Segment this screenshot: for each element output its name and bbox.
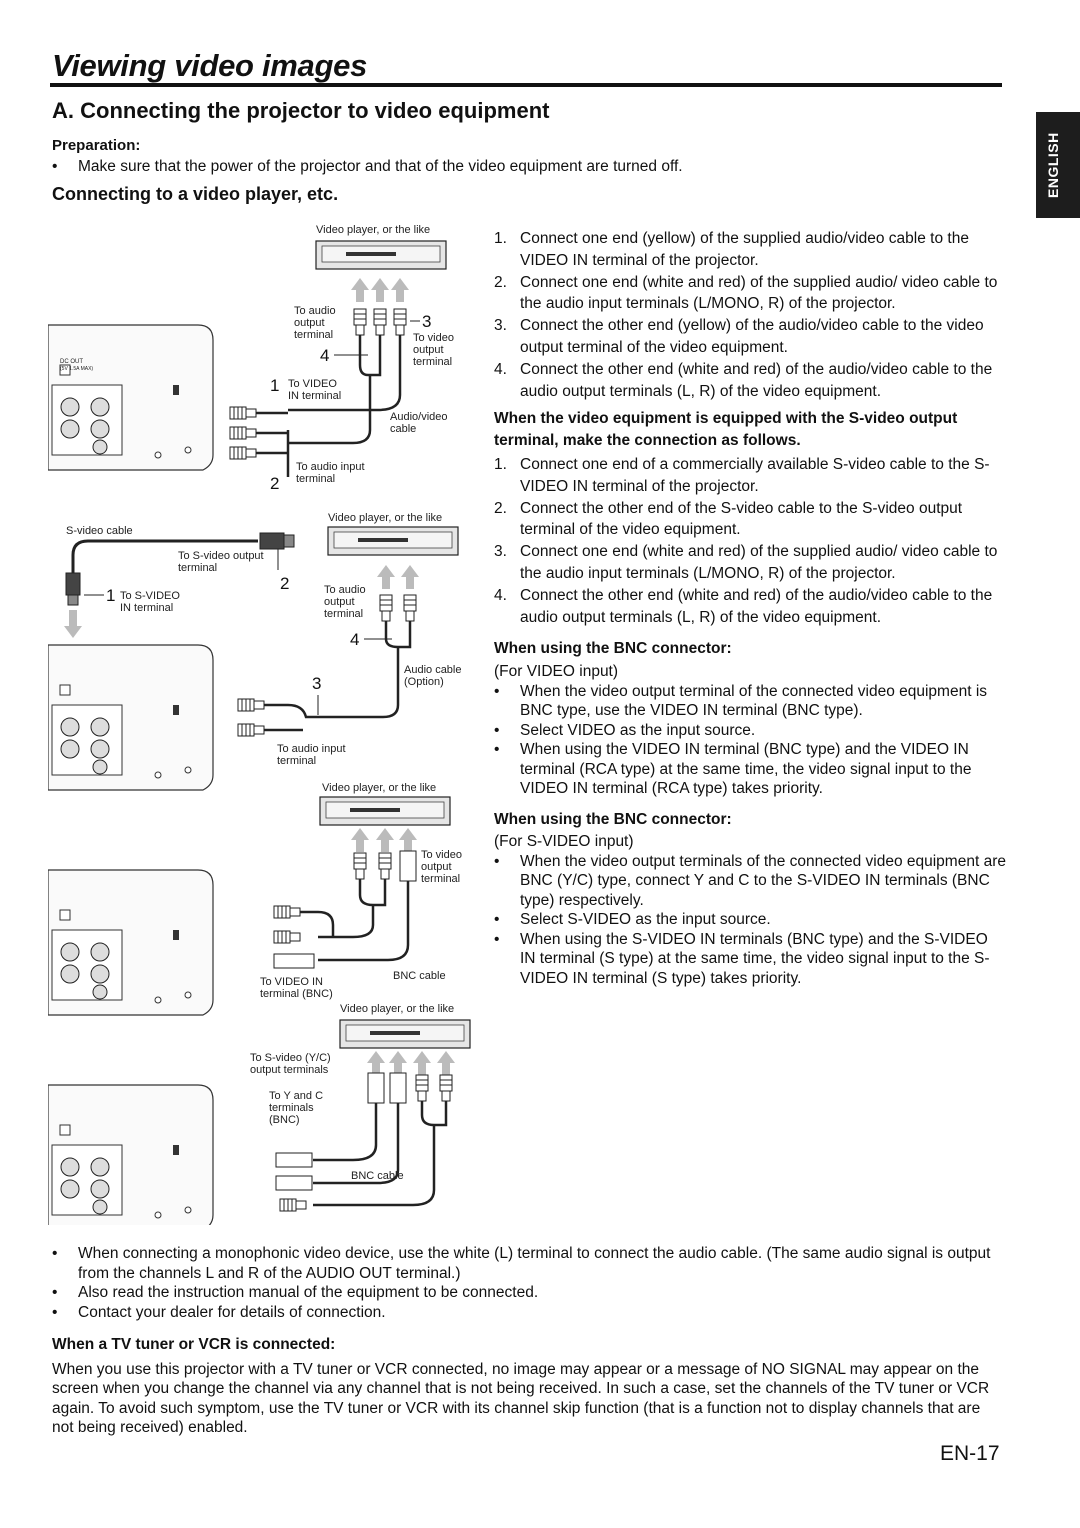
list-item: 1. Connect one end of a commercially available S-video cable to the S-VIDEO IN terminal of the projector. — [494, 455, 990, 495]
d1-cable-2: cable — [390, 423, 417, 435]
d1-projector-panel — [48, 325, 213, 470]
list-item: • Contact your dealer for details of connection. — [52, 1303, 386, 1321]
d1-device-label: Video player, or the like — [316, 224, 431, 236]
d2-step-1: 1 — [106, 586, 116, 605]
bnc1-sub: (For VIDEO input) — [494, 663, 619, 681]
list-item: • When the video output terminals of the connected video equipment are BNC (Y/C) type, connect Y and C to the S-VIDEO IN terminals (BNC type) respectively. — [494, 852, 1006, 909]
d3-arrow-3 — [399, 828, 417, 852]
list-item: 4. Connect the other end (white and red) of the audio/video cable to the audio output terminals (L, R) of the video equipment. — [494, 360, 993, 400]
d1-video-player — [316, 241, 446, 269]
d4-projector-panel — [48, 1085, 213, 1225]
d1-cable-1: Audio/video — [390, 411, 448, 423]
svideo-heading: When the video equipment is equipped with the S-video output terminal, make the connection as follows. — [494, 410, 958, 450]
d2-svideo-out-2: terminal — [178, 562, 218, 574]
d4-yc-2: terminals — [269, 1102, 314, 1114]
d2-projector-panel — [48, 645, 213, 790]
d3-bnc-plug-in — [274, 954, 314, 968]
tv-text: When you use this projector with a TV tuner or VCR connected, no image may appear or a message of NO SIGNAL may appear on the screen when you change the channel via any channel that is not being received. In such a case, set the channels of the TV tuner or VCR again. To avoid such symptom, use the TV tuner or VCR with its channel skip function (that is a function not to display channels that are not being received) enabled. — [52, 1360, 990, 1436]
d1-plug-video — [394, 309, 406, 335]
d1-audio-out-2: output — [294, 317, 325, 329]
list-item: 3. Connect one end (white and red) of the supplied audio/ video cable to the audio input terminals (L/MONO, R) of the projector. — [494, 543, 998, 582]
d1-audio-in-1: To audio input — [296, 461, 365, 473]
d1-arrow-1 — [351, 278, 369, 302]
d2-audio-out-3: terminal — [324, 608, 364, 620]
d1-arrow-3 — [391, 278, 409, 302]
d3-arrow-1 — [351, 828, 369, 852]
d4-bnc-y — [368, 1073, 384, 1103]
d4-arrow-1 — [367, 1051, 385, 1075]
d2-arrow-2 — [401, 565, 419, 589]
d2-cable-2: (Option) — [404, 676, 444, 688]
d3-video-out-2: output — [421, 861, 452, 873]
d1-dc-out-label: DC OUT — [60, 359, 83, 365]
d2-audio-in-2: terminal — [277, 755, 317, 767]
d4-device-label: Video player, or the like — [340, 1003, 455, 1015]
d2-svideo-in-2: IN terminal — [120, 602, 174, 614]
d4-video-player — [340, 1020, 470, 1048]
d4-yc-3: (BNC) — [269, 1114, 300, 1126]
preparation-label: Preparation: — [52, 137, 141, 154]
d1-plug-video-in — [230, 407, 256, 419]
instructions-column — [494, 228, 1006, 988]
d4-arrow-2 — [389, 1051, 407, 1075]
d2-arrow-svideo — [64, 610, 82, 638]
d2-audio-in-1: To audio input — [277, 743, 346, 755]
list-item: 3. Connect the other end (yellow) of the audio/video cable to the video output terminal of the video equipment. — [494, 317, 984, 356]
section-heading: A. Connecting the projector to video equipment — [52, 98, 550, 123]
d1-plug-audio-in-l — [230, 427, 256, 439]
d3-bnc-plug — [400, 851, 416, 881]
d1-plug-audio-l — [354, 309, 366, 335]
d2-step-3: 3 — [312, 674, 322, 693]
d1-video-in-1: To VIDEO — [288, 378, 337, 390]
d3-video-player — [320, 797, 450, 825]
subheading: Connecting to a video player, etc. — [52, 184, 339, 204]
d4-bnc-in-y — [276, 1153, 312, 1167]
d3-video-out-3: terminal — [421, 873, 461, 885]
preparation-bullet: • Make sure that the power of the projector and that of the video equipment are turned off. — [52, 158, 683, 175]
bnc2-heading: When using the BNC connector: — [494, 810, 732, 828]
d3-arrow-2 — [376, 828, 394, 852]
d1-audio-out-1: To audio — [294, 305, 336, 317]
d2-cable-1: Audio cable — [404, 664, 462, 676]
d2-plug-audio-l — [380, 595, 392, 621]
d3-video-in-2: terminal (BNC) — [260, 988, 333, 1000]
list-item: 4. Connect the other end (white and red) of the audio/video cable to the audio output terminals (L, R) of the video equipment. — [494, 586, 993, 626]
list-item: • When using the S-VIDEO IN terminals (BNC type) and the S-VIDEO IN terminal (S type) at the same time, the video signal input to the S-VIDEO IN terminal (S type) takes priority. — [494, 930, 990, 987]
d3-cable-label: BNC cable — [393, 970, 446, 982]
list-item: 2. Connect one end (white and red) of the supplied audio/ video cable to the audio input terminals (L/MONO, R) of the projector. — [494, 273, 998, 313]
d4-bnc-c — [390, 1073, 406, 1103]
d2-svideo-cable-label: S-video cable — [66, 525, 133, 537]
d4-svideo-out-2: output terminals — [250, 1064, 329, 1076]
steps-b — [494, 454, 1006, 628]
d1-step-3: 3 — [422, 312, 432, 331]
steps-a — [494, 228, 1006, 402]
d2-step-2: 2 — [280, 574, 290, 593]
d2-plug-audio-r — [404, 595, 416, 621]
d2-svideo-out-1: To S-video output — [178, 550, 264, 562]
d1-video-out-1: To video — [413, 332, 454, 344]
list-item: • When the video output terminal of the connected video equipment is BNC type, use the VIDEO IN terminal (BNC type). — [494, 682, 988, 720]
d3-plug-audio-in-r — [274, 931, 300, 943]
d4-arrow-3 — [413, 1051, 431, 1075]
d4-plug-audio-in — [280, 1199, 306, 1211]
d3-plug-audio-r — [379, 853, 391, 879]
d1-step-1: 1 — [270, 376, 280, 395]
list-item: • When using the VIDEO IN terminal (BNC type) and the VIDEO IN terminal (RCA type) at the same time, the video signal input to the VIDEO IN terminal (RCA type) takes priority. — [494, 741, 972, 798]
d1-arrow-2 — [371, 278, 389, 302]
d4-bnc-in-c — [276, 1176, 312, 1190]
page-number: EN-17 — [940, 1442, 1000, 1465]
d4-plug-audio-l — [416, 1075, 428, 1101]
d2-audio-out-1: To audio — [324, 584, 366, 596]
d2-plug-audio-in-r — [238, 724, 264, 736]
d3-video-in-1: To VIDEO IN — [260, 976, 323, 988]
d2-arrow-1 — [377, 565, 395, 589]
d3-plug-audio-l — [354, 853, 366, 879]
d1-dc-out-sub: (5V 1.5A MAX) — [60, 366, 94, 372]
bullet-glyph: • — [52, 158, 58, 175]
d1-audio-out-3: terminal — [294, 329, 334, 341]
connection-diagram — [48, 215, 488, 1225]
d4-yc-1: To Y and C — [269, 1090, 324, 1102]
list-item: • Select S-VIDEO as the input source. — [494, 911, 771, 929]
d4-arrow-4 — [437, 1051, 455, 1075]
d1-step-4: 4 — [320, 346, 330, 365]
language-tab-label: ENGLISH — [1045, 132, 1061, 198]
d3-plug-audio-in-l — [274, 906, 300, 918]
d2-svideo-in-1: To S-VIDEO — [120, 590, 180, 602]
d1-video-out-3: terminal — [413, 356, 453, 368]
d2-plug-audio-in-l — [238, 699, 264, 711]
d3-device-label: Video player, or the like — [322, 782, 437, 794]
d2-video-player — [328, 527, 458, 555]
bnc2-sub: (For S-VIDEO input) — [494, 833, 634, 851]
d2-device-label: Video player, or the like — [328, 512, 443, 524]
tv-heading: When a TV tuner or VCR is connected: — [52, 1336, 336, 1353]
list-item: • Select VIDEO as the input source. — [494, 721, 756, 739]
notes-section — [52, 1244, 1002, 1438]
list-item: 1. Connect one end (yellow) of the supplied audio/video cable to the VIDEO IN terminal of the projector. — [494, 230, 969, 269]
d3-video-out-1: To video — [421, 849, 462, 861]
page-title: Viewing video images — [52, 48, 368, 83]
list-item: 2. Connect the other end of the S-video cable to the S-video output terminal of the video equipment. — [494, 499, 963, 539]
d1-step-2: 2 — [270, 474, 280, 493]
d4-plug-audio-r — [440, 1075, 452, 1101]
d1-audio-in-2: terminal — [296, 473, 336, 485]
d3-projector-panel — [48, 870, 213, 1015]
d1-plug-audio-r — [374, 309, 386, 335]
title-rule — [50, 83, 1002, 87]
bnc1-heading: When using the BNC connector: — [494, 640, 732, 658]
d1-video-in-2: IN terminal — [288, 390, 342, 402]
list-item: • When connecting a monophonic video device, use the white (L) terminal to connect the audio cable. (The same audio signal is output from the channels L and R of the AUDIO OUT terminal.) — [52, 1245, 991, 1282]
d2-step-4: 4 — [350, 630, 360, 649]
list-item: • Also read the instruction manual of the equipment to be connected. — [52, 1284, 539, 1301]
d2-audio-out-2: output — [324, 596, 355, 608]
d1-plug-audio-in-r — [230, 447, 256, 459]
d4-svideo-out-1: To S-video (Y/C) — [250, 1052, 331, 1064]
d4-cable-label: BNC cable — [351, 1170, 404, 1182]
d1-video-out-2: output — [413, 344, 444, 356]
